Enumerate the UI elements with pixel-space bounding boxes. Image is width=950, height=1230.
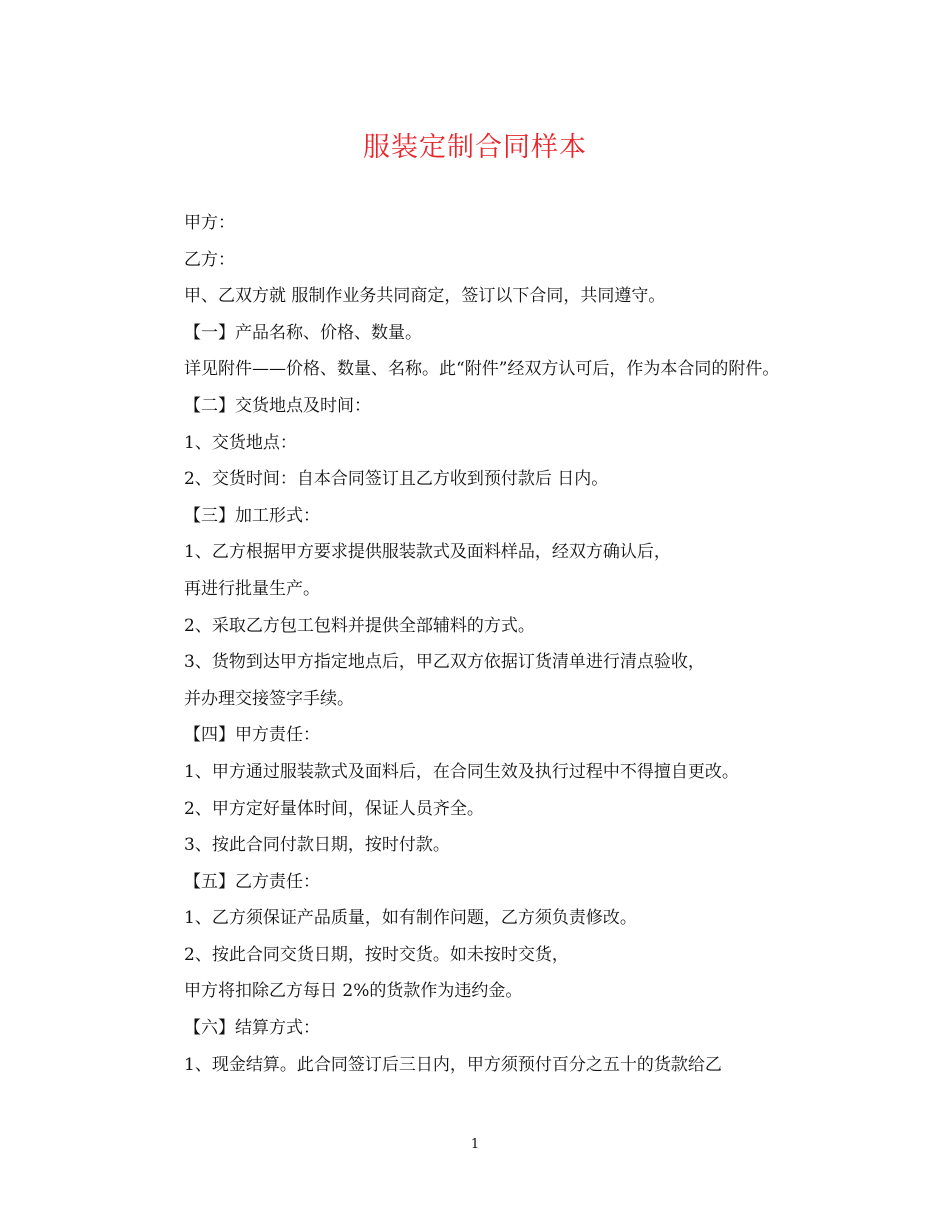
section-2-item-2: 2、交货时间：自本合同签订且乙方收到预付款后 日内。 xyxy=(184,469,609,490)
section-4-item-1: 1、甲方通过服装款式及面料后，在合同生效及执行过程中不得擅自更改。 xyxy=(184,761,739,782)
document-body xyxy=(145,205,807,1083)
section-heading-5: 【五】乙方责任： xyxy=(184,871,320,892)
section-heading-4: 【四】甲方责任： xyxy=(184,725,320,746)
section-6-item-1: 1、现金结算。此合同签订后三日内，甲方须预付百分之五十的货款给乙 xyxy=(184,1054,722,1075)
section-heading-2: 【二】交货地点及时间： xyxy=(184,395,371,416)
section-3-item-1: 1、乙方根据甲方要求提供服装款式及面料样品，经双方确认后， xyxy=(184,542,671,563)
section-3-item-2: 2、采取乙方包工包料并提供全部辅料的方式。 xyxy=(184,615,535,636)
section-4-item-2: 2、甲方定好量体时间，保证人员齐全。 xyxy=(184,798,484,819)
section-heading-6: 【六】结算方式： xyxy=(184,1018,320,1039)
section-3-item-3: 3、货物到达甲方指定地点后，甲乙双方依据订货清单进行清点验收， xyxy=(184,652,705,673)
section-heading-1: 【一】产品名称、价格、数量。 xyxy=(184,322,422,343)
party-a-line: 甲方： xyxy=(184,213,235,233)
section-3-item-1-continued: 再进行批量生产。 xyxy=(184,578,320,599)
page-number: 1 xyxy=(470,1137,480,1152)
section-3-item-3-continued: 并办理交接签字手续。 xyxy=(184,688,354,709)
document-title: 服装定制合同样本 xyxy=(363,132,587,163)
section-2-item-1: 1、交货地点： xyxy=(184,432,297,453)
preamble-paragraph: 甲、乙双方就 服制作业务共同商定，签订以下合同，共同遵守。 xyxy=(184,286,666,307)
section-heading-3: 【三】加工形式： xyxy=(184,505,320,526)
section-5-item-2-continued: 甲方将扣除乙方每日 2%的货款作为违约金。 xyxy=(184,981,523,1002)
section-5-item-2: 2、按此合同交货日期，按时交货。如未按时交货， xyxy=(184,944,569,965)
section-1-paragraph: 详见附件——价格、数量、名称。此“附件”经双方认可后，作为本合同的附件。 xyxy=(184,359,780,380)
party-b-line: 乙方： xyxy=(184,249,235,270)
section-4-item-3: 3、按此合同付款日期，按时付款。 xyxy=(184,835,450,856)
section-5-item-1: 1、乙方须保证产品质量，如有制作问题，乙方须负责修改。 xyxy=(184,908,637,929)
